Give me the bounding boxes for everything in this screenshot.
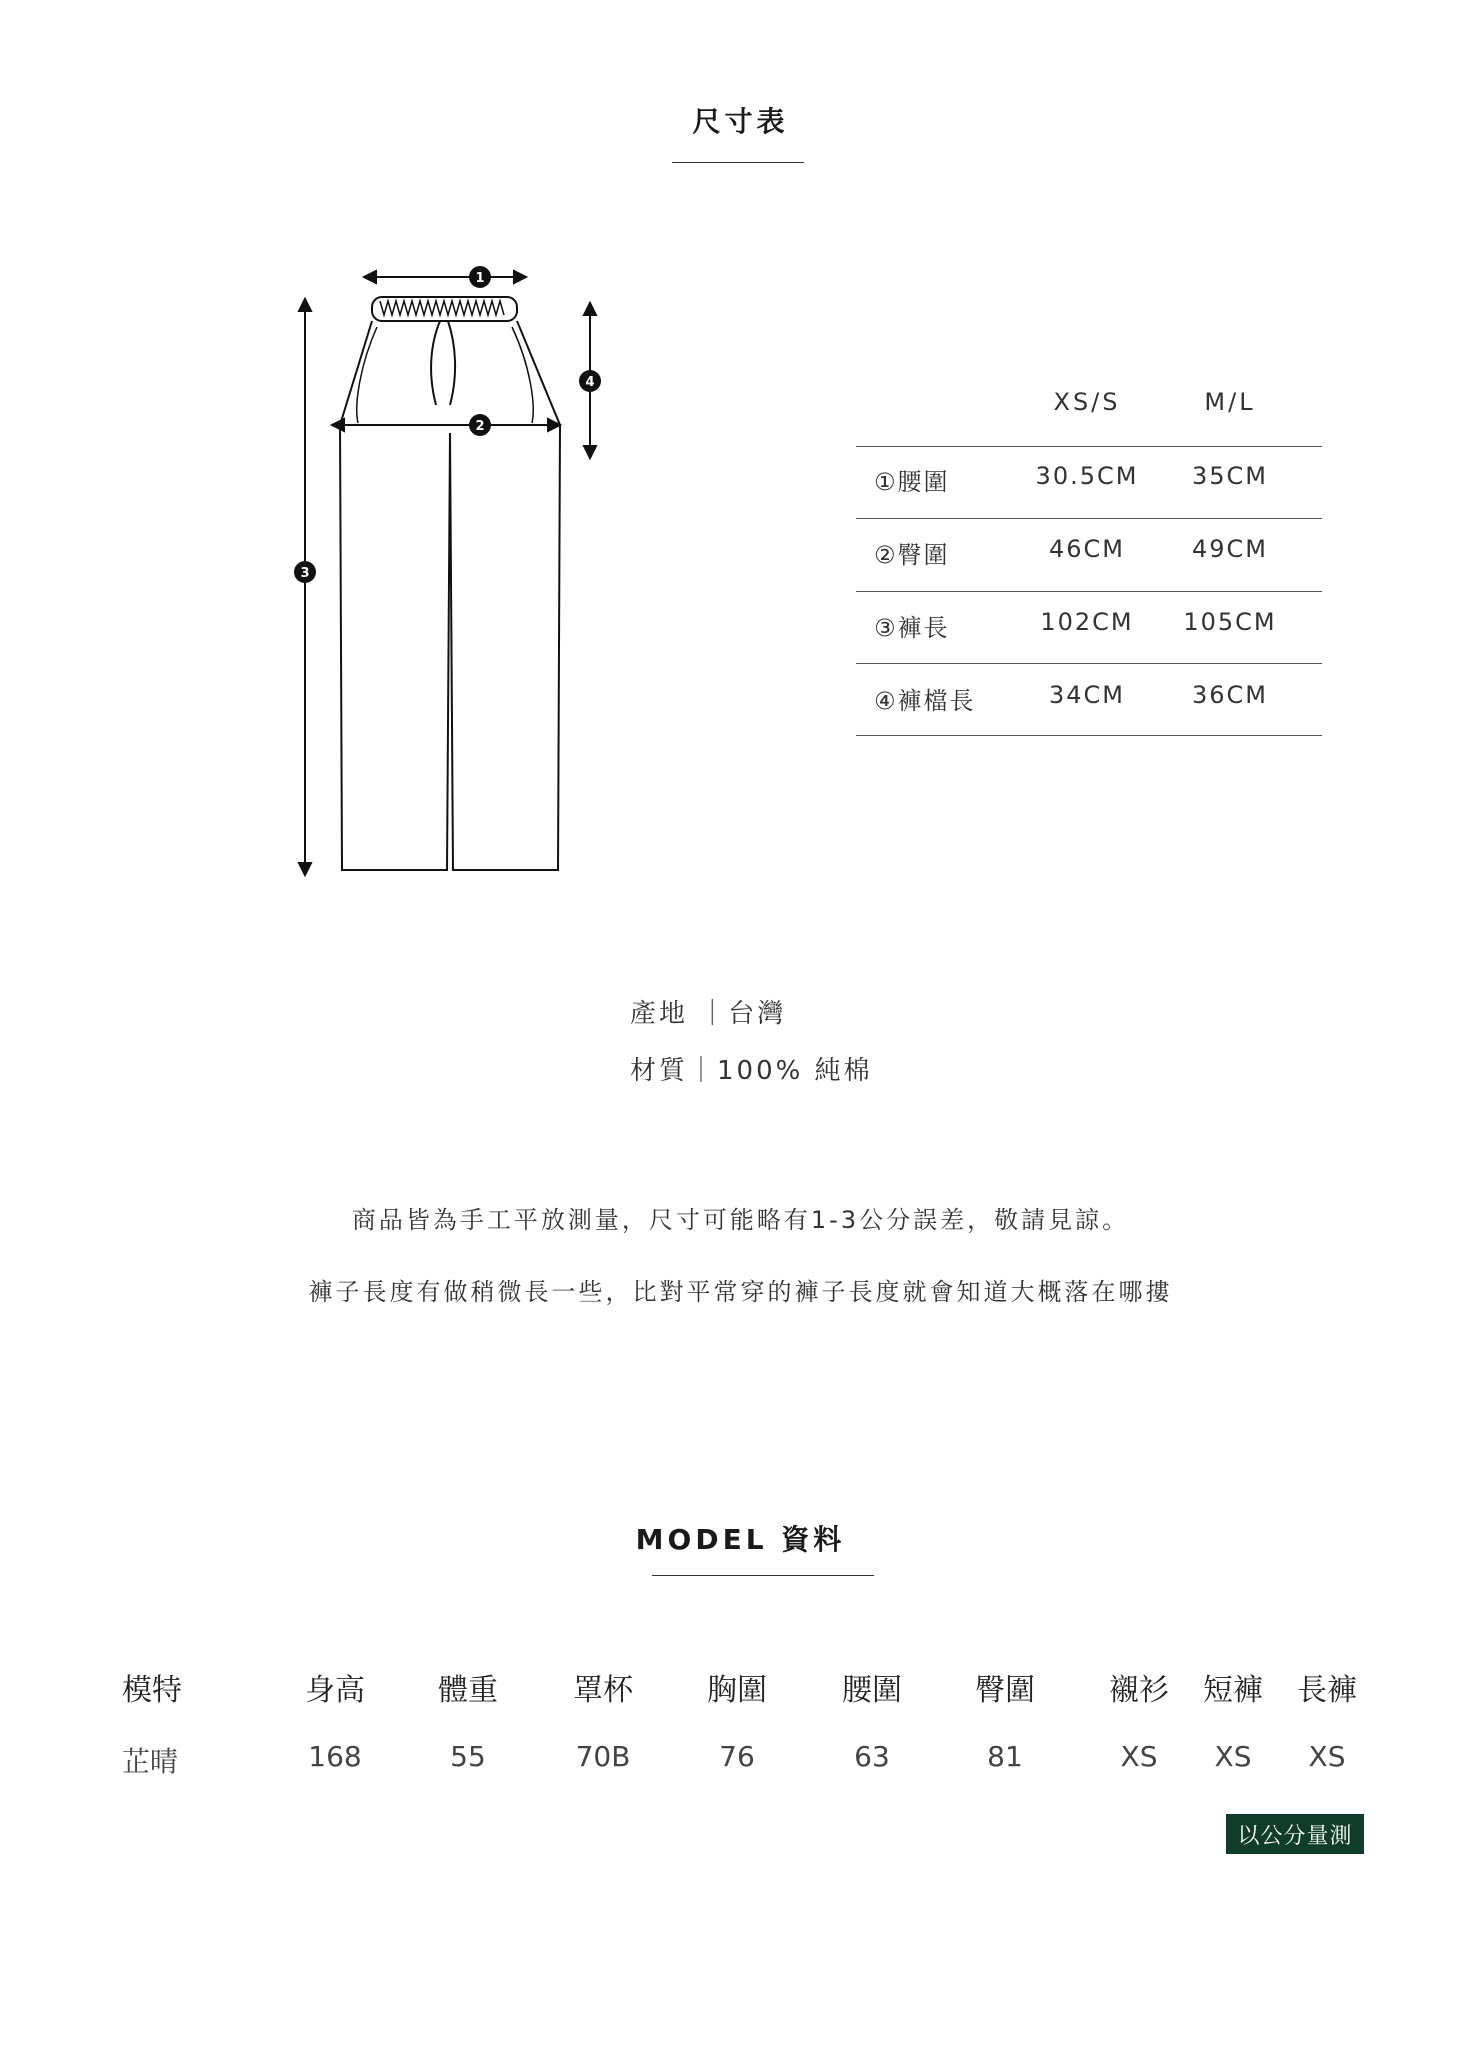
model-value: 70B: [575, 1740, 631, 1773]
model-header: 短褲: [1203, 1673, 1263, 1708]
model-value: 63: [854, 1740, 890, 1773]
length-note: 褲子長度有做稍微長一些，比對平常穿的褲子長度就會知道大概落在哪摟: [308, 1278, 1173, 1306]
marker-3-icon: [294, 561, 316, 583]
size-row-label: ②臀圍: [874, 541, 950, 569]
size-cell: 35CM: [1191, 462, 1268, 490]
pants-diagram: [280, 255, 620, 890]
svg-text:1: 1: [475, 271, 485, 286]
model-title: MODEL 資料: [635, 1523, 846, 1556]
model-header: 長褲: [1297, 1673, 1357, 1708]
model-value: 芷晴: [122, 1745, 179, 1778]
marker-1-icon: [469, 266, 491, 288]
model-header: 臀圍: [975, 1673, 1035, 1708]
size-row-label: ①腰圍: [874, 468, 950, 496]
length-arrow: [299, 299, 311, 875]
model-header: 體重: [438, 1673, 498, 1708]
model-header: 身高: [305, 1673, 365, 1708]
model-title-underline: [652, 1575, 874, 1576]
model-header: 罩杯: [573, 1673, 633, 1708]
model-value: 76: [719, 1740, 755, 1773]
model-header: 腰圍: [842, 1673, 902, 1708]
svg-text:3: 3: [300, 566, 310, 581]
waist-arrow: [364, 271, 526, 283]
size-cell: 46CM: [1048, 535, 1125, 563]
model-value: XS: [1120, 1740, 1158, 1773]
size-cell: 36CM: [1191, 681, 1268, 709]
model-value: 168: [308, 1740, 362, 1773]
model-header: 模特: [122, 1673, 182, 1708]
title-underline: [672, 162, 804, 163]
size-table-divider: [856, 663, 1322, 664]
svg-text:4: 4: [585, 375, 595, 390]
size-row-label: ④褲檔長: [874, 687, 976, 715]
hip-arrow: [332, 419, 560, 431]
model-header: 襯衫: [1109, 1673, 1169, 1708]
size-col-m-l: M/L: [1204, 388, 1256, 416]
size-chart-title: 尺寸表: [692, 105, 789, 138]
size-col-xs-s: XS/S: [1053, 388, 1121, 416]
model-value: 81: [987, 1740, 1023, 1773]
size-cell: 102CM: [1040, 608, 1134, 636]
marker-2-icon: [469, 414, 491, 436]
measurement-note: 商品皆為手工平放測量，尺寸可能略有1-3公分誤差，敬請見諒。: [351, 1206, 1130, 1234]
size-cell: 30.5CM: [1035, 462, 1139, 490]
origin-text: 產地 ｜台灣: [630, 999, 787, 1029]
size-cell: 49CM: [1191, 535, 1268, 563]
model-value: XS: [1308, 1740, 1346, 1773]
size-cell: 34CM: [1048, 681, 1125, 709]
model-value: 55: [450, 1740, 486, 1773]
size-table-divider: [856, 446, 1322, 447]
unit-badge: 以公分量測: [1226, 1814, 1364, 1854]
size-table-divider: [856, 735, 1322, 736]
size-table-divider: [856, 518, 1322, 519]
size-row-label: ③褲長: [874, 614, 950, 642]
marker-4-icon: [579, 370, 601, 392]
material-text: 材質｜100% 純棉: [630, 1056, 873, 1086]
model-header: 胸圍: [707, 1673, 767, 1708]
model-value: XS: [1214, 1740, 1252, 1773]
size-table-divider: [856, 591, 1322, 592]
size-cell: 105CM: [1183, 608, 1277, 636]
svg-text:2: 2: [475, 419, 485, 434]
